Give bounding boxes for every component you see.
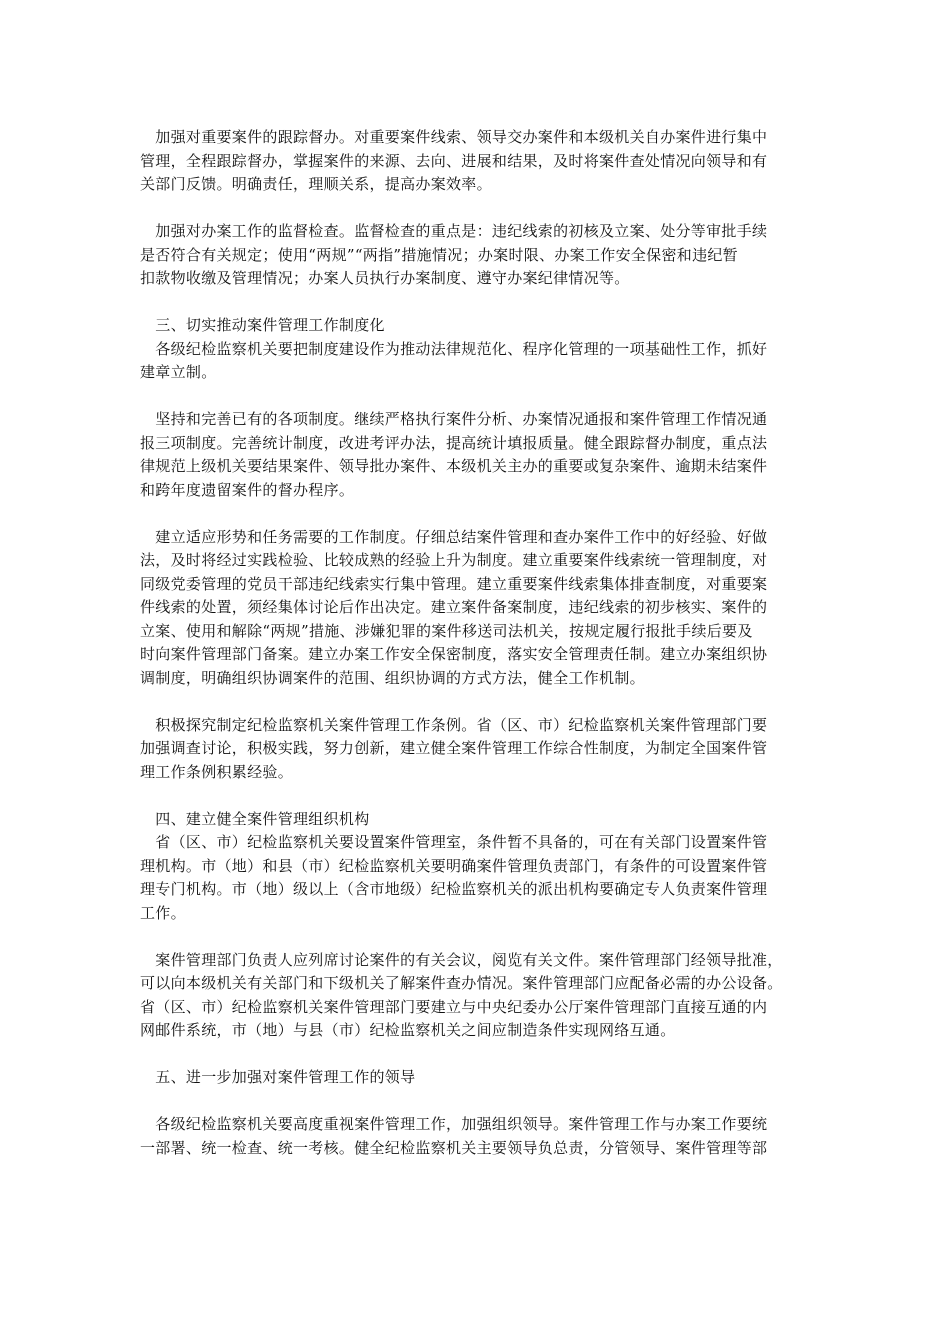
text-line: 加强对办案工作的监督检查。监督检查的重点是：违纪线索的初核及立案、处分等审批手续 bbox=[140, 222, 768, 240]
paragraph-gap bbox=[140, 197, 812, 221]
text-line: 件线索的处置，须经集体讨论后作出决定。建立案件备案制度，违纪线索的初步核实、案件的 bbox=[140, 598, 768, 616]
text-line: 律规范上级机关要结果案件、领导批办案件、本级机关主办的重要或复杂案件、逾期未结案件 bbox=[140, 457, 768, 475]
text-line: 同级党委管理的党员干部违纪线索实行集中管理。建立重要案件线索集体排查制度，对重要案 bbox=[140, 574, 768, 593]
paragraph-gap bbox=[140, 784, 812, 808]
text-line: 建章立制。 bbox=[140, 363, 217, 381]
paragraph-institutionalization bbox=[140, 338, 812, 385]
text-line: 扣款物收缴及管理情况；办案人员执行办案制度、遵守办案纪律情况等。 bbox=[140, 269, 630, 287]
text-line: 工作。 bbox=[140, 903, 186, 922]
text-line: 省（区、市）纪检监察机关案件管理部门要建立与中央纪委办公厅案件管理部门直接互通的内 bbox=[140, 997, 768, 1016]
text-line: 理工作条例积累经验。 bbox=[140, 762, 294, 781]
text-line: 建立适应形势和任务需要的工作制度。仔细总结案件管理和查办案件工作中的好经验、好做 bbox=[140, 527, 768, 546]
text-line: 是否符合有关规定；使用“两规”“两指”措施情况；办案时限、办案工作安全保密和违纪暂 bbox=[140, 245, 738, 264]
paragraph-organization bbox=[140, 831, 812, 925]
paragraph-new-systems bbox=[140, 526, 812, 691]
text-line: 加强调查讨论，积极实践，努力创新，建立健全案件管理工作综合性制度，为制定全国案件管 bbox=[140, 739, 768, 757]
text-line: 可以向本级机关有关部门和下级机关了解案件查办情况。案件管理部门应配备必需的办公设备。 bbox=[140, 974, 783, 992]
section-heading-3: 三、切实推动案件管理工作制度化 bbox=[140, 316, 385, 334]
paragraph-gap bbox=[140, 1043, 812, 1067]
text-line: 理机构。市（地）和县（市）纪检监察机关要明确案件管理负责部门，有条件的可设置案件管 bbox=[140, 856, 768, 875]
text-line: 法，及时将经过实践检验、比较成熟的经验上升为制度。建立重要案件线索统一管理制度，对 bbox=[140, 551, 768, 569]
text-line: 网邮件系统，市（地）与县（市）纪检监察机关之间应制造条件实现网络互通。 bbox=[140, 1021, 676, 1039]
paragraph-inspection bbox=[140, 220, 812, 291]
text-line: 时向案件管理部门备案。建立办案工作安全保密制度，落实安全管理责任制。建立办案组织协 bbox=[140, 645, 768, 663]
paragraph-gap bbox=[140, 502, 812, 526]
text-line: 各级纪检监察机关要把制度建设作为推动法律规范化、程序化管理的一项基础性工作，抓好 bbox=[140, 339, 768, 358]
text-line: 坚持和完善已有的各项制度。继续严格执行案件分析、办案情况通报和案件管理工作情况通 bbox=[140, 410, 768, 428]
text-line: 调制度，明确组织协调案件的范围、组织协调的方式方法，健全工作机制。 bbox=[140, 668, 645, 687]
paragraph-gap bbox=[140, 925, 812, 949]
text-line: 各级纪检监察机关要高度重视案件管理工作，加强组织领导。案件管理工作与办案工作要统 bbox=[140, 1115, 768, 1133]
text-line: 和跨年度遗留案件的督办程序。 bbox=[140, 480, 355, 499]
text-line: 立案、使用和解除“两规”措施、涉嫌犯罪的案件移送司法机关，按规定履行报批手续后要及 bbox=[140, 621, 753, 640]
paragraph-existing-systems bbox=[140, 408, 812, 502]
paragraph-department-duties bbox=[140, 949, 812, 1043]
document-page bbox=[140, 126, 812, 1160]
paragraph-gap bbox=[140, 1090, 812, 1114]
paragraph-gap bbox=[140, 385, 812, 409]
section-heading-5: 五、进一步加强对案件管理工作的领导 bbox=[140, 1068, 416, 1086]
paragraph-regulations bbox=[140, 714, 812, 785]
text-line: 案件管理部门负责人应列席讨论案件的有关会议，阅览有关文件。案件管理部门经领导批准， bbox=[140, 950, 783, 969]
section-heading-4: 四、建立健全案件管理组织机构 bbox=[140, 809, 370, 828]
paragraph-gap bbox=[140, 291, 812, 315]
paragraph-key-case-supervision bbox=[140, 126, 812, 197]
text-line: 理专门机构。市（地）级以上（含市地级）纪检监察机关的派出机构要确定专人负责案件管理 bbox=[140, 880, 768, 898]
text-line: 加强对重要案件的跟踪督办。对重要案件线索、领导交办案件和本级机关自办案件进行集中 bbox=[140, 128, 768, 146]
paragraph-leadership bbox=[140, 1113, 812, 1160]
text-line: 一部署、统一检查、统一考核。健全纪检监察机关主要领导负总责，分管领导、案件管理等部 bbox=[140, 1138, 768, 1157]
text-line: 省（区、市）纪检监察机关要设置案件管理室，条件暂不具备的，可在有关部门设置案件管 bbox=[140, 833, 768, 851]
text-line: 报三项制度。完善统计制度，改进考评办法，提高统计填报质量。健全跟踪督办制度，重点法 bbox=[140, 433, 768, 452]
text-line: 管理，全程跟踪督办，掌握案件的来源、去向、进展和结果，及时将案件查处情况向领导和有 bbox=[140, 151, 768, 170]
text-line: 关部门反馈。明确责任，理顺关系，提高办案效率。 bbox=[140, 175, 492, 193]
text-line: 积极探究制定纪检监察机关案件管理工作条例。省（区、市）纪检监察机关案件管理部门要 bbox=[140, 715, 768, 734]
paragraph-gap bbox=[140, 690, 812, 714]
